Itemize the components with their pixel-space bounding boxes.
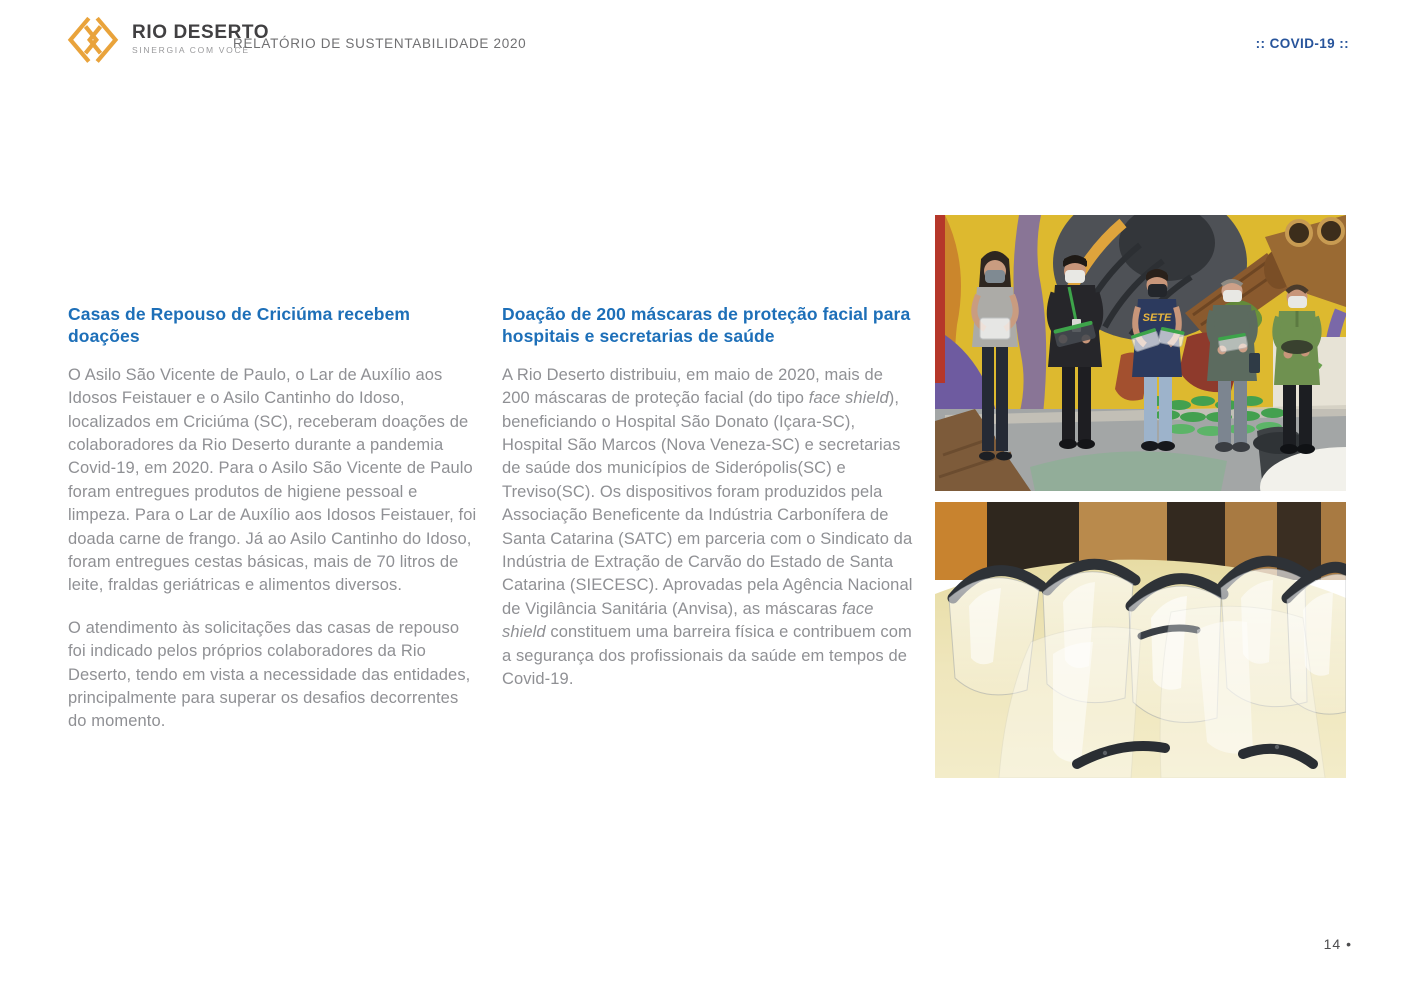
text-segment: constituem uma barreira física e contribuem com a segurança dos profissionais da saúde em tempos de Covid-19. — [502, 623, 912, 689]
article-donations-rest-homes — [68, 303, 478, 753]
text-segment: A Rio Deserto distribuiu, em maio de 2020, mais de 200 máscaras de proteção facial (do tipo — [502, 365, 884, 408]
face-shields-photo-illustration — [935, 502, 1346, 778]
photo-column — [935, 215, 1346, 778]
text-segment-italic: face shield — [808, 389, 889, 408]
brand-tagline: SINERGIA COM VOCÊ — [132, 45, 250, 56]
article-face-shields — [502, 303, 914, 710]
photo-team-with-face-shields — [935, 215, 1346, 491]
mural-photo-illustration — [935, 215, 1346, 491]
article-paragraph: O Asilo São Vicente de Paulo, o Lar de Auxílio aos Idosos Feistauer e o Asilo Cantinho do Idoso, localizados em Criciúma (SC), receberam doações de colaboradores da Rio Deserto durante a pandemia Covid-19, em 2020. Para o Asilo São Vicente de Paulo foram entregues produtos de higiene pessoal e limpeza. Para o Lar de Auxílio aos Idosos Feistauer, foi doada carne de frango. Já ao Asilo Cantinho do Idoso, foram entregues cestas básicas, mais de 70 litros de leite, fraldas geriátricas e alimentos diversos. — [68, 365, 477, 595]
page-number: 14 • — [1323, 936, 1352, 952]
article-paragraph: O atendimento às solicitações das casas de repouso foi indicado pelos próprios colaboradores da Rio Deserto, tendo em vista a necessidade das entidades, principalmente para superar os desafios decorrentes do momento. — [68, 618, 471, 731]
brand-name: RIO DESERTO — [132, 21, 270, 43]
photo-face-shields-on-table — [935, 502, 1346, 778]
article-heading: Casas de Repouso de Criciúma recebem doações — [68, 304, 411, 347]
rio-deserto-logo-icon — [66, 14, 120, 64]
text-segment: ), beneficiando o Hospital São Donato (Içara-SC), Hospital São Marcos (Nova Veneza-SC) e secretarias de saúde dos municípios de Siderópolis(SC) e Treviso(SC). Os dispositivos foram produzidos pela Associação Beneficente da Indústria Carbonífera de Santa Catarina (SATC) em parceria com o Sindicato da Indústria de Extração de Carvão do Estado de Santa Catarina (SIECESC). Aprovadas pela Agência Nacional de Vigilância Sanitária (Anvisa), as máscaras — [502, 389, 913, 618]
article-paragraph — [502, 364, 914, 692]
article-heading: Doação de 200 máscaras de proteção facial para hospitais e secretarias de saúde — [502, 304, 911, 347]
text-segment-italic: face shield — [502, 599, 874, 642]
report-title: RELATÓRIO DE SUSTENTABILIDADE 2020 — [233, 36, 527, 51]
covid-19-tag: :: COVID-19 :: — [1255, 36, 1349, 51]
shirt-text: SETE — [1142, 312, 1172, 324]
